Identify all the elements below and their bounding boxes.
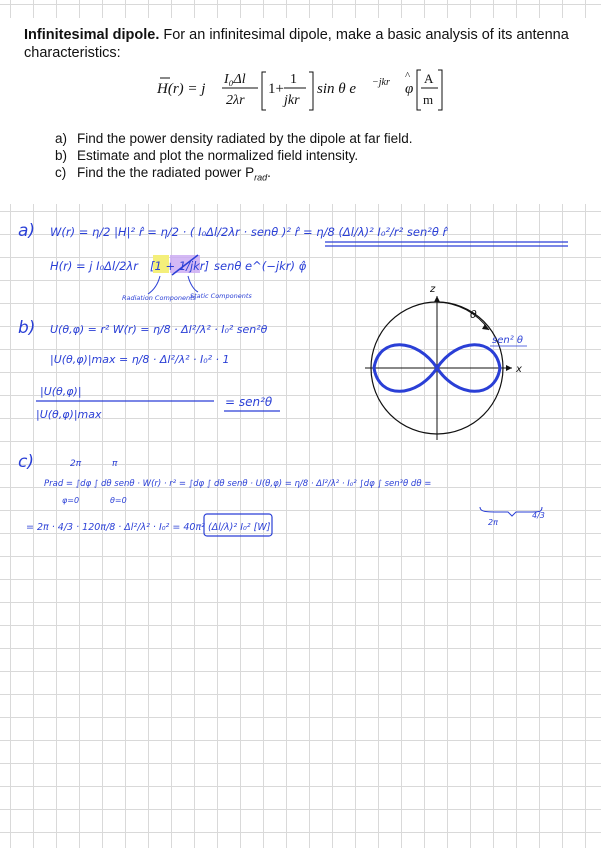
static-components-note: Static Components	[190, 292, 252, 300]
eq-numerator: I₀Δl	[224, 72, 246, 87]
part-b-ratio-numerator: |U(θ,φ)|	[40, 385, 82, 398]
part-c-brace-4-3: 4/3	[532, 511, 545, 520]
theta-arc	[437, 302, 489, 330]
part-c-limit-phi: 2π	[70, 459, 82, 469]
eq-inner-denominator: jkr	[284, 93, 300, 108]
part-c-radiated-power: Prad = ∫dφ ∫ dθ senθ · W(r) · r² = ∫dφ ∫ dθ senθ · U(θ,φ) = η/8 · Δl²/λ² · I₀² ∫dφ ∫ sen³θ dθ =	[44, 479, 432, 489]
eq-lhs: H(r) = j	[157, 81, 206, 97]
part-b-label: b)	[18, 318, 36, 338]
eq-unit-vector-hat: ^	[405, 70, 411, 82]
eq-denominator: 2λr	[226, 93, 245, 108]
problem-text: For an infinitesimal dipole, make a basic analysis of its antenna characteristics:	[24, 27, 569, 61]
part-c-limit-phi-low: φ=0	[62, 496, 80, 505]
static-arrow	[188, 276, 198, 292]
pattern-x-label: x	[516, 364, 522, 375]
eq-exponent: −jkr	[372, 77, 390, 88]
pattern-curve-label: sen² θ	[492, 335, 524, 346]
problem-part-b: b) Estimate and plot the normalized field intensity.	[55, 148, 359, 163]
part-a-label: a)	[18, 221, 36, 241]
part-c-brace-2pi: 2π	[488, 518, 498, 527]
pattern-z-label: z	[430, 284, 436, 295]
part-a-field-rhs: senθ e^(−jkr) φ̂	[214, 259, 307, 273]
part-c-limit-theta: π	[112, 459, 118, 469]
part-b-ratio-result: = sen²θ	[225, 395, 273, 409]
part-c-label: c)	[18, 452, 34, 472]
radiation-components-note: Radiation Components	[122, 294, 197, 302]
problem-title: Infinitesimal dipole.	[24, 27, 160, 43]
part-b-max-intensity: |U(θ,φ)|max = η/8 · Δl²/λ² · I₀² · 1	[50, 353, 230, 366]
part-a-field-bracket: [1 + 1/jkr]	[150, 259, 210, 273]
eq-trig: sin θ e	[317, 81, 357, 97]
theta-arrowhead	[482, 324, 489, 330]
eq-inner-numerator: 1	[290, 72, 297, 87]
eq-bracket-one: 1+	[268, 81, 284, 97]
part-b-radiation-intensity: U(θ,φ) = r² W(r) = η/8 · Δl²/λ² · I₀² sen²θ	[50, 323, 268, 336]
eq-unit-numerator: A	[424, 71, 434, 86]
eq-unit-vector: φ	[405, 81, 414, 97]
radiation-arrow	[148, 276, 160, 294]
x-axis-arrowhead	[506, 365, 512, 371]
part-a-power-density: W(r) = η/2 |H|² r̂ = η/2 · ( I₀Δl/2λr · senθ )² r̂ = η/8 (Δl/λ)² I₀²/r² sen²θ r̂	[50, 225, 448, 239]
problem-part-c: c) Find the the radiated power $P_{rad}$.	[55, 165, 271, 183]
z-axis-arrowhead	[434, 296, 440, 302]
pattern-theta-label: θ	[470, 308, 477, 321]
part-c-limit-theta-low: θ=0	[110, 496, 127, 505]
part-b-ratio-denominator: |U(θ,φ)|max	[36, 408, 102, 421]
problem-part-a: a) Find the power density radiated by the dipole at far field.	[55, 131, 413, 146]
eq-unit-denominator: m	[423, 92, 434, 107]
part-c-result: = 2π · 4/3 · 120π/8 · Δl²/λ² · I₀² = 40π² (Δl/λ)² I₀² [W]	[26, 522, 271, 533]
part-a-field-lhs: H(r) = j I₀Δl/2λr	[50, 259, 138, 273]
